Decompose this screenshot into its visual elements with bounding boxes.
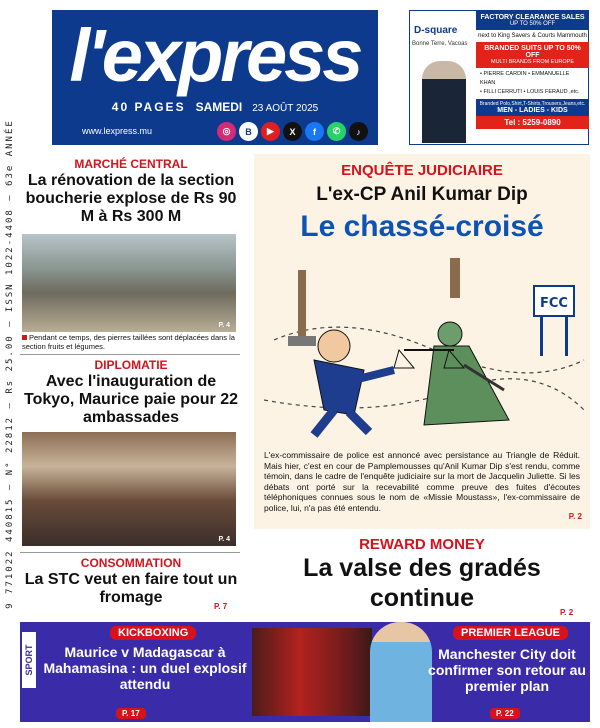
- story1-caption: Pendant ce temps, des pierres taillées sont déplacées dans la section fruits et légumes.: [22, 333, 235, 351]
- premier-league-page: P. 22: [490, 708, 520, 719]
- story1-headline[interactable]: La rénovation de la section boucherie explose de Rs 90 M à Rs 300 M: [25, 172, 237, 225]
- divider: [20, 552, 240, 553]
- youtube-icon[interactable]: ▶: [261, 122, 280, 141]
- spine-strip: [0, 0, 20, 728]
- feature-body: L'ex-commissaire de police est annoncé avec persistance au Triangle de Réduit. Mais hier, c'est en cour de Pamplemousses qu'Anil Kumar Dip s'est rendu, comme témoin, dans le cadre de l'enquête judiciaire sur la mort de Jacquelin Juliette. Si les débats ont porté sur la recevabilité comme preuve des fuites d'écoutes téléphoniques connues sous le nom de «Missie Moustass», l'ex-commissaire de police, lui, n'a pas été entendu.: [264, 450, 580, 513]
- sport-tag: SPORT: [22, 632, 36, 688]
- facebook-icon[interactable]: f: [305, 122, 324, 141]
- website-url[interactable]: www.lexpress.mu: [82, 126, 153, 136]
- ad-telephone: Tel : 5259-0890: [476, 116, 589, 129]
- tiktok-icon[interactable]: ♪: [349, 122, 368, 141]
- whatsapp-icon[interactable]: ✆: [327, 122, 346, 141]
- masthead-logo[interactable]: l'express: [69, 14, 361, 97]
- ad-branded: BRANDED SUITS UP TO 50% OFF MULTI BRANDS FROM EUROPE: [476, 42, 589, 68]
- kickboxing-page: P. 17: [116, 708, 146, 719]
- kickboxing-photo: [252, 628, 372, 716]
- story2-headline[interactable]: Avec l'inauguration de Tokyo, Maurice paie pour 22 ambassades: [24, 373, 238, 426]
- premier-league-label: PREMIER LEAGUE: [453, 626, 568, 640]
- x-icon[interactable]: X: [283, 122, 302, 141]
- story1-page: P. 4: [218, 322, 230, 329]
- reward-kicker: REWARD MONEY: [359, 536, 485, 553]
- feature-page: P. 2: [568, 512, 582, 521]
- instagram-icon[interactable]: ◎: [217, 122, 236, 141]
- story1-kicker: MARCHÉ CENTRAL: [74, 157, 188, 171]
- spine-text: 9 771022 440815 — N° 22812 — Rs 25.00 — ISSN 1022-4408 — 63e ANNÉE: [5, 119, 15, 609]
- page-count: 40 PAGES: [111, 100, 186, 114]
- market-photo: [22, 234, 236, 332]
- ad-brand-list: • PIERRE CARDIN • EMMANUELLE KHAN • FILLI CERRUTI • LOUIS FERAUD ,etc.: [480, 71, 580, 95]
- kickboxing-label: KICKBOXING: [110, 626, 196, 640]
- reward-page: P. 2: [560, 608, 574, 617]
- ambassadors-photo: [22, 432, 236, 546]
- reward-title[interactable]: La valse des gradés continue: [303, 554, 541, 612]
- story3-kicker: CONSOMMATION: [80, 556, 182, 570]
- masthead[interactable]: [52, 10, 378, 145]
- sport-banner[interactable]: [20, 622, 590, 722]
- story2-page: P. 4: [218, 536, 230, 543]
- kickboxing-headline[interactable]: Maurice v Madagascar à Mahamasina : un duel explosif attendu: [43, 644, 247, 692]
- ad-brand: D-square: [414, 25, 458, 36]
- ad-right-panel: [476, 11, 589, 144]
- feature-subtitle: L'ex-CP Anil Kumar Dip: [316, 184, 528, 205]
- feature-kicker: ENQUÊTE JUDICIAIRE: [341, 162, 503, 179]
- football-player-photo: [370, 622, 432, 722]
- divider: [20, 354, 240, 355]
- story2-kicker: DIPLOMATIE: [94, 358, 168, 372]
- feature-cartoon: [254, 250, 590, 446]
- story3-headline[interactable]: La STC veut en faire tout un fromage: [24, 571, 238, 606]
- story3-page: P. 7: [214, 602, 228, 611]
- fcc-sign-label: FCC: [540, 296, 568, 311]
- feature-story[interactable]: [254, 154, 590, 529]
- premier-league-headline[interactable]: Manchester City doit confirmer son retour au premier plan: [428, 646, 586, 694]
- masthead-info: [52, 100, 378, 120]
- feature-title[interactable]: Le chassé-croisé: [300, 210, 544, 243]
- ad-range: Branded Polo,Shirt,T-Shirts,Trousers,Jeans,etc. MEN - LADIES - KIDS: [476, 99, 589, 116]
- ad-left-panel: [410, 11, 476, 144]
- social-icons: [217, 122, 368, 141]
- b-icon[interactable]: B: [239, 122, 258, 141]
- advertisement[interactable]: [409, 10, 589, 145]
- ad-location: Bonne Terre, Vacoas: [412, 41, 468, 47]
- ad-model-image: [422, 61, 466, 143]
- ad-next-to: next to King Savers & Courts Mammouth: [478, 33, 587, 39]
- issue-day: SAMEDI: [195, 100, 243, 114]
- ad-headline: FACTORY CLEARANCE SALES UP TO 50% OFF: [476, 11, 589, 30]
- issue-date: 23 AOÛT 2025: [252, 103, 319, 114]
